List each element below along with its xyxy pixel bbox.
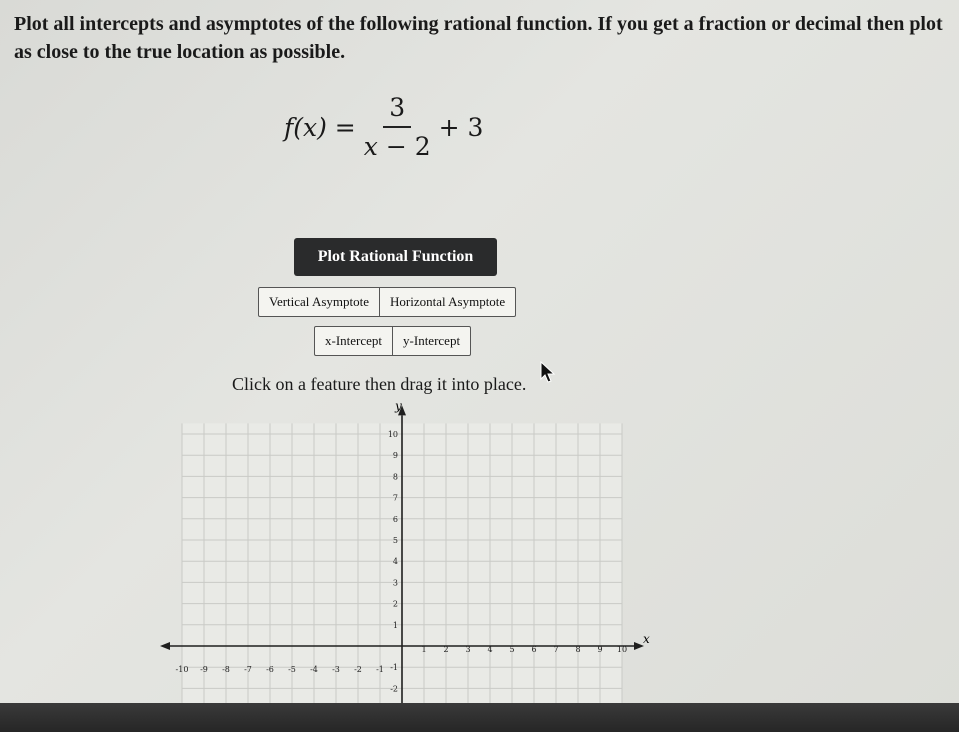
y-tick-label: -1 [390, 663, 398, 673]
x-tick-label: -9 [200, 665, 208, 674]
x-tick-label: 10 [616, 645, 628, 654]
y-tick-label: 7 [392, 493, 398, 503]
x-tick-label: -1 [376, 665, 384, 674]
x-tick-label: 7 [553, 645, 559, 654]
formula-denominator-rest: − 2 [377, 132, 431, 161]
y-tick-label: 6 [392, 514, 398, 524]
x-tick-label: -3 [332, 665, 340, 674]
x-tick-label: 1 [421, 645, 427, 654]
drag-hint-text: Click on a feature then drag it into place. [232, 374, 527, 394]
screen-bottom-edge [0, 703, 959, 732]
y-tick-label: 8 [392, 472, 398, 482]
formula-lhs: f(x) = [284, 112, 356, 142]
x-tick-label: -6 [266, 665, 274, 674]
x-tick-label: 6 [531, 645, 537, 654]
x-tick-label: -5 [288, 665, 296, 674]
x-tick-label: 4 [487, 645, 493, 654]
y-tick-label: 3 [392, 578, 398, 588]
x-tick-label: -8 [222, 665, 230, 674]
y-tick-label: 10 [387, 430, 398, 439]
y-tick-label: 2 [392, 599, 398, 609]
instructions-text: Plot all intercepts and asymptotes of the following rational function. If you get a fraction or decimal then plot as close to the true location as possible. [14, 13, 943, 63]
y-tick-label: -2 [390, 684, 398, 694]
x-tick-label: 9 [597, 645, 603, 654]
y-tick-label: 4 [392, 557, 398, 567]
y-intercept-button[interactable]: y-Intercept [392, 327, 470, 355]
x-tick-label: -2 [354, 665, 362, 674]
y-tick-label: 1 [392, 620, 398, 630]
horizontal-asymptote-button[interactable]: Horizontal Asymptote [379, 288, 515, 316]
y-axis-label: y [395, 399, 402, 413]
x-tick-label: -10 [175, 665, 189, 674]
x-axis-arrow-left-icon [160, 642, 170, 650]
y-tick-label: 9 [392, 451, 398, 461]
formula-numerator: 3 [383, 93, 411, 128]
x-tick-label: -4 [310, 665, 318, 674]
x-tick-label: 8 [575, 645, 581, 654]
x-tick-label: 2 [443, 645, 449, 654]
formula-denominator-var: x [363, 132, 378, 161]
x-axis-label: x [643, 632, 650, 646]
plot-rational-function-button[interactable]: Plot Rational Function [294, 238, 497, 276]
y-tick-label: 5 [392, 536, 398, 545]
x-tick-label: 5 [509, 645, 515, 654]
x-tick-label: 3 [465, 645, 471, 654]
formula-tail: + 3 [438, 112, 484, 142]
vertical-asymptote-button[interactable]: Vertical Asymptote [269, 294, 370, 309]
x-intercept-button[interactable]: x-Intercept [325, 333, 383, 348]
x-tick-label: -7 [244, 665, 252, 674]
